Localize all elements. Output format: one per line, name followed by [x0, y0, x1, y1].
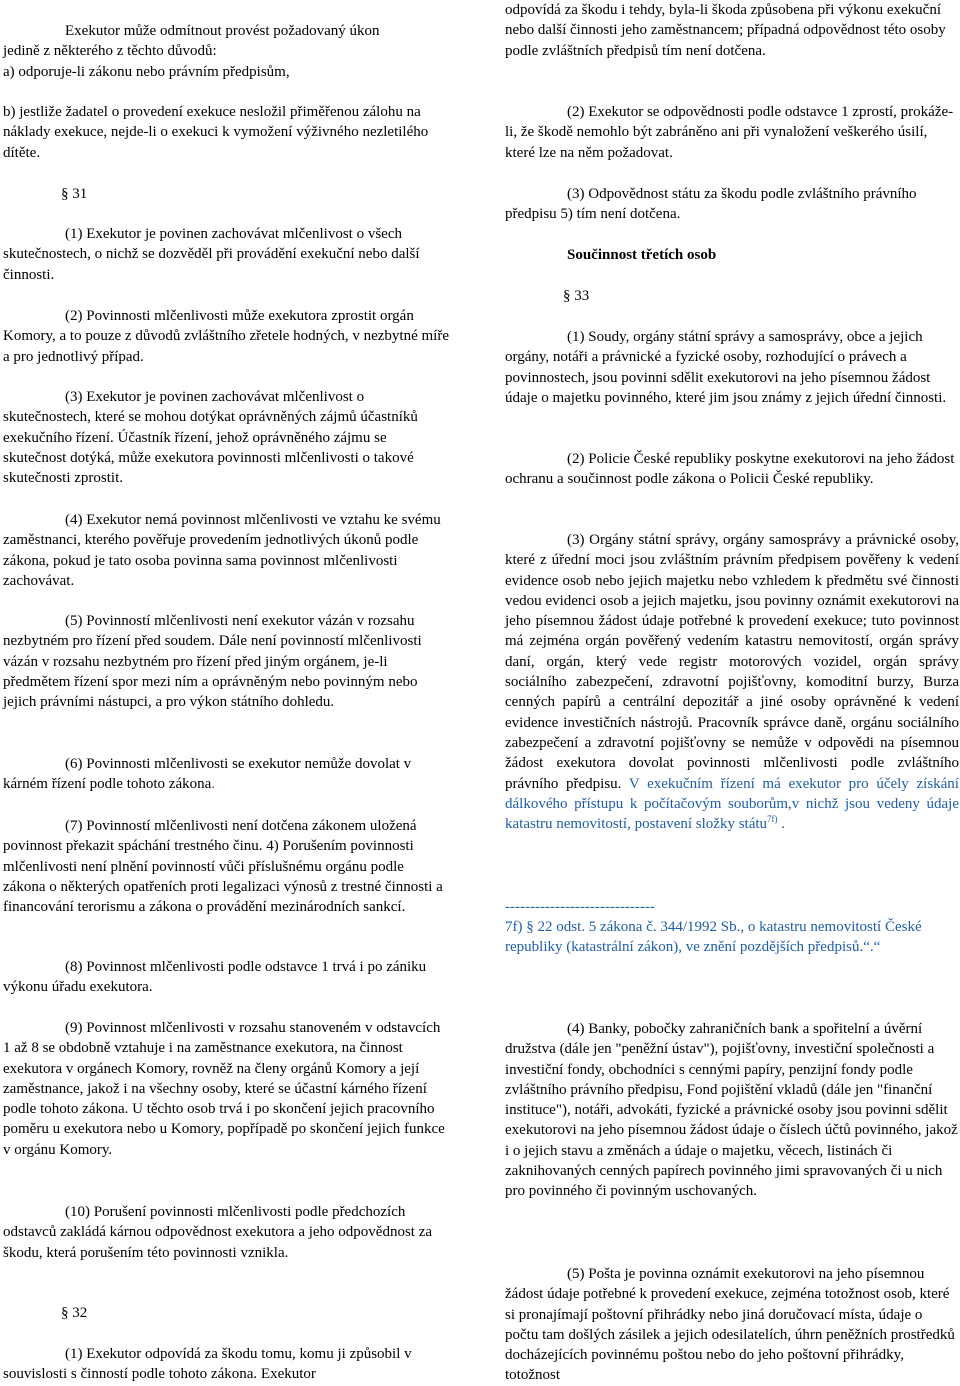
s32-paragraph-3: (3) Odpovědnost státu za škodu podle zvláštního právního předpisu 5) tím není dotčena. [505, 186, 917, 223]
s32-paragraph-1-continued: odpovídá za škodu i tehdy, byla-li škoda způsobena při výkonu exekuční nebo další činnosti jeho zaměstnancem; případná odpovědnost této osoby podle zvláštních předpisů tím není dotčena. [505, 2, 946, 59]
s33-paragraph-2: (2) Policie České republiky poskytne exekutorovi na jeho žádost ochranu a součinnost podle zákona o Policii České republiky. [505, 451, 955, 488]
footnote-ref-7f: 7f) [767, 814, 778, 825]
section-32-heading: § 32 [61, 1305, 88, 1321]
s33-paragraph-3-text: (3) Orgány státní správy, orgány samosprávy a právnické osoby, které z úřední moci jsou zvláštním právním předpisem pověřeny k vedení evidence osob nebo jejich majetku nebo vzhledem k předmětu své činnosti vedou evidenci osob a jejich majetku, jsou povinny oznámit exekutorovi na jeho písemnou žádost údaje potřebné k provedení exekuce; tuto povinnost má zejména orgán pověřený vedením katastru nemovitostí, orgán správy daní, orgán, který vede registr motorových vozidel, orgán správy sociálního zabezpečení, zdravotní pojišťovny, komoditní burzy, Burza cenných papírů a centrální depozitář a jiné osoby oprávněné k vedení evidence investičních nástrojů. Pracovník správce daně, orgánu sociálního zabezpečení a zdravotní pojišťovny se nemůže v odpovědi na písemnou žádost exekutora dovolat povinnosti mlčenlivosti podle zvláštního právního předpisu. [505, 532, 959, 792]
footnote-7f: 7f) § 22 odst. 5 zákona č. 344/1992 Sb., o katastru nemovitostí České republiky (katastrální zákon), ve znění pozdějších předpisů.“.“ [505, 919, 922, 956]
s31-paragraph-2: (2) Povinnosti mlčenlivosti může exekutora zprostit orgán Komory, a to pouze z důvodů zvláštního zřetele hodných, v nezbytné míře a pro jednotlivý případ. [3, 308, 449, 365]
revision-mark: . [211, 776, 216, 793]
s32-paragraph-1: (1) Exekutor odpovídá za škodu tomu, komu ji způsobil v souvislosti s činností podle tohoto zákona. Exekutor [3, 1346, 412, 1383]
amendment-end: . [777, 816, 786, 833]
section-31-heading: § 31 [61, 186, 88, 202]
refusal-intro-line1: Exekutor může odmítnout provést požadovaný úkon [65, 23, 380, 39]
refusal-item-b: b) jestliže žadatel o provedení exekuce nesložil přiměřenou zálohu na náklady exekuce, nejde-li o exekuci k vymožení výživného nezletilého dítěte. [3, 104, 429, 161]
s33-paragraph-3 [505, 530, 959, 834]
s33-paragraph-4: (4) Banky, pobočky zahraničních bank a spořitelní a úvěrní družstva (dále jen "peněžní ústav"), pojišťovny, investiční společnosti a investiční fondy, obchodníci s cennými papíry, penzijní fondy podle zvláštního právního předpisu, Fond pojištění vkladů (dále jen "finanční instituce"), notáři, advokáti, fyzické a právnické osoby jsou povinni sdělit exekutorovi na jeho písemnou žádost údaje o číslech účtů povinného, jakož i o jejich stavu a změnách a údaje o majetku, věcech, listinách či zaknihovaných cenných papírech povinného jimi spravovaných či u nich pro povinného či povinným uschovaných. [505, 1021, 958, 1200]
heading-third-party-cooperation: Součinnost třetích osob [567, 247, 717, 263]
refusal-item-a: a) odporuje-li zákonu nebo právním předpisům, [3, 63, 290, 80]
s31-paragraph-3: (3) Exekutor je povinen zachovávat mlčenlivost o skutečnostech, které se mohou dotýkat oprávněných zájmů účastníků exekučního řízení. Účastník řízení, jehož oprávněného zájmu se skutečnost dotýká, může exekutora povinnosti mlčenlivosti o takové skutečnosti zprostit. [3, 389, 418, 487]
s31-paragraph-10: (10) Porušení povinnosti mlčenlivosti podle předchozích odstavců zakládá kárnou odpovědnost exekutora a jeho odpovědnost za škodu, která porušením této povinnosti vznikla. [3, 1204, 433, 1261]
s31-paragraph-1: (1) Exekutor je povinen zachovávat mlčenlivost o všech skutečnostech, o nichž se dozvěděl při provádění exekuční nebo další činnosti. [3, 226, 420, 283]
s31-paragraph-6-text: (6) Povinnosti mlčenlivosti se exekutor nemůže dovolat v kárném řízení podle tohoto zákona [3, 756, 412, 793]
s31-paragraph-4: (4) Exekutor nemá povinnost mlčenlivosti ve vztahu ke svému zaměstnanci, kterého pověřuje provedením jednotlivých úkonů podle zákona, pokud je tato osoba povinna sama povinnost mlčenlivosti zachovávat. [3, 512, 441, 589]
s32-paragraph-2: (2) Exekutor se odpovědnosti podle odstavce 1 zprostí, prokáže-li, že škodě nemohlo být zabráněno ani při vynaložení veškerého úsilí, které lze na něm požadovat. [505, 104, 954, 161]
s31-paragraph-7: (7) Povinností mlčenlivosti není dotčena zákonem uložená povinnost překazit spáchání trestného činu. 4) Porušením povinnosti mlčenlivosti není plnění povinností vůči příslušnému orgánu podle zákona o některých opatřeních proti legalizaci výnosů z trestné činnosti a financování terorismu a zákona o provádění mezinárodních sankcí. [3, 818, 443, 916]
paragraph-refusal [3, 21, 450, 82]
s31-paragraph-8: (8) Povinnost mlčenlivosti podle odstavce 1 trvá i po zániku výkonu úřadu exekutora. [3, 959, 427, 996]
s33-paragraph-1: (1) Soudy, orgány státní správy a samosprávy, obce a jejich orgány, notáři a právnické a fyzické osoby, rozhodující o právech a povinnostech, jsou povinni sdělit exekutorovi na jeho písemnou žádost údaje o majetku povinného, které jim jsou známy z jejich úřední činnosti. [505, 329, 947, 406]
refusal-intro-line2: jedině z některého z těchto důvodů: [3, 43, 217, 60]
s31-paragraph-5: (5) Povinností mlčenlivosti není exekutor vázán v rozsahu nezbytném pro řízení před soudem. Dále není povinností mlčenlivosti vázán v rozsahu nezbytném pro řízení před jiným orgánem, je-li předmětem řízení spor mezi ním a oprávněným nebo povinným nebo jejich právními nástupci, a pro výkon státního dohledu. [3, 613, 422, 711]
section-33-heading: § 33 [563, 288, 590, 304]
s33-paragraph-3-amendment: V exekučním řízení má exekutor pro účely získání dálkového přístupu k počítačovým souborům,v nichž jsou vedeny údaje katastru nemovitostí, postavení složky státu [505, 775, 959, 833]
s33-paragraph-5: (5) Pošta je povinna oznámit exekutorovi na jeho písemnou žádost údaje potřebné k provedení exekuce, zejména totožnost osob, které si pronajímají poštovní přihrádky nebo jiná doručovací místa, údaje o počtu tam došlých zásilek a jejich odesilatelích, úhrn peněžních prostředků docházejících povinnému poštou nebo do jeho poštovní přihrádky, totožnost [505, 1266, 955, 1384]
s31-paragraph-9: (9) Povinnost mlčenlivosti v rozsahu stanoveném v odstavcích 1 až 8 se obdobně vztahuje i na zaměstnance exekutora, na činnost exekutora v orgánech Komory, rovněž na členy orgánů Komory a její zaměstnance, jakož i na všechny osoby, které se účastní kárného řízení podle tohoto zákona. U těchto osob trvá i po skončení jejich pracovního poměru u exekutora nebo u Komory, popřípadě po skončení jejich funkce v orgánu Komory. [3, 1020, 445, 1158]
footnote-separator: ------------------------------ [505, 899, 655, 915]
s31-paragraph-6 [3, 754, 450, 795]
